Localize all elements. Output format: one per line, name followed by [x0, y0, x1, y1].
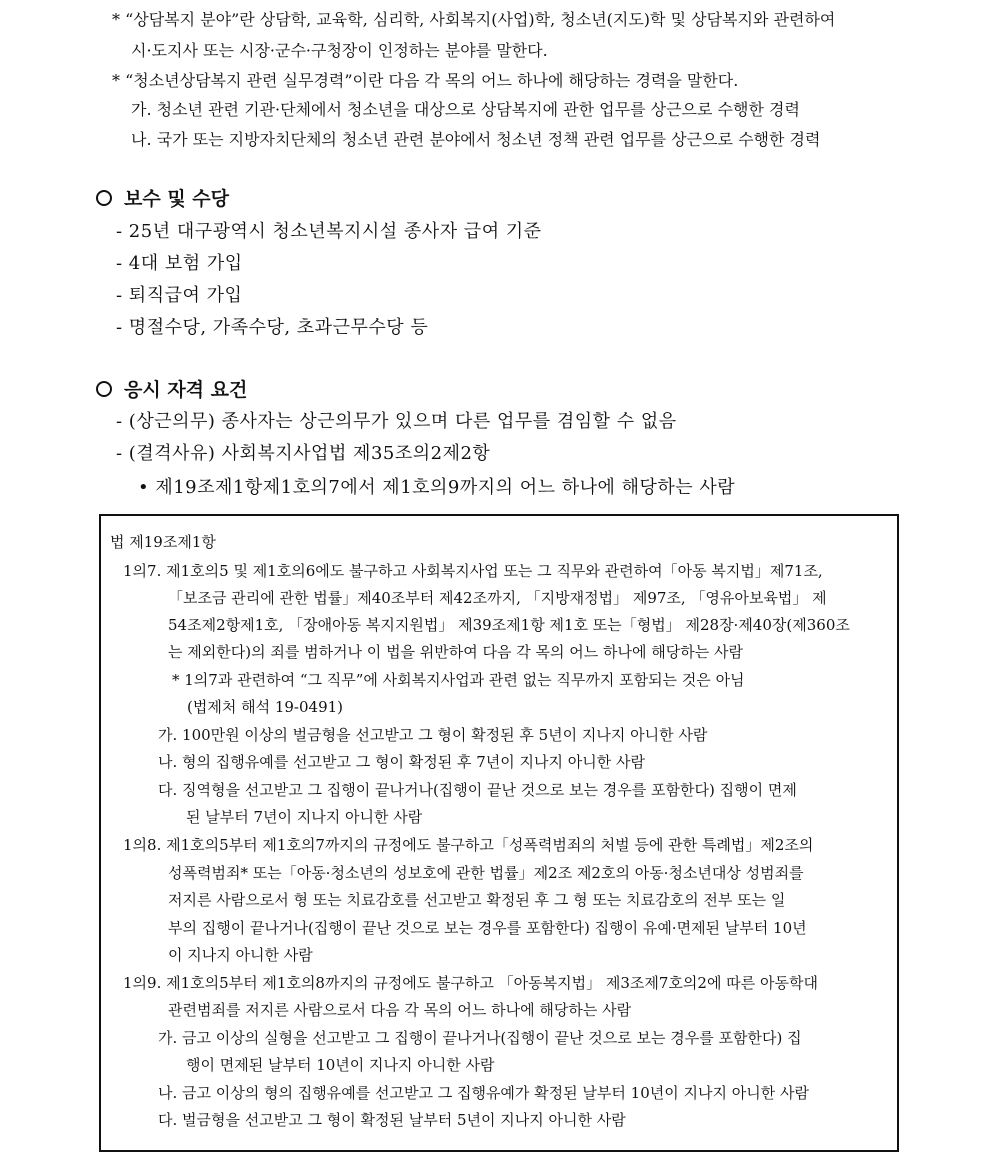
law-line: 1의7. 제1호의5 및 제1호의6에도 불구하고 사회복지사업 또는 그 직무와 관련하여「아동 복지법」제71조,: [123, 562, 823, 580]
pay-item: - 4대 보험 가입: [116, 253, 243, 274]
law-line: 1의8. 제1호의5부터 제1호의7까지의 규정에도 불구하고「성폭력범죄의 처벌 등에 관한 특례법」제2조의: [123, 836, 814, 854]
law-line: 가. 금고 이상의 실형을 선고받고 그 집행이 끝나거나(집행이 끝난 것으로 보는 경우를 포함한다) 집: [158, 1029, 802, 1047]
circle-bullet-icon: [96, 381, 112, 397]
law-line: 다. 벌금형을 선고받고 그 형이 확정된 날부터 5년이 지나지 아니한 사람: [158, 1111, 626, 1129]
law-line: 행이 면제된 날부터 10년이 지나지 아니한 사람: [186, 1056, 495, 1074]
law-line: 54조제2항제1호, 「장애아동 복지지원법」 제39조제1항 제1호 또는「형법」 제28장·제40장(제360조: [168, 616, 850, 634]
note-counseling-field-line1: * “상담복지 분야”란 상담학, 교육학, 심리학, 사회복지(사업)학, 청소년(지도)학 및 상담복지와 관련하여: [112, 10, 836, 29]
law-line: 나. 금고 이상의 형의 집행유예를 선고받고 그 집행유예가 확정된 날부터 10년이 지나지 아니한 사람: [158, 1084, 809, 1102]
law-line: 가. 100만원 이상의 벌금형을 선고받고 그 형이 확정된 후 5년이 지나지 아니한 사람: [158, 726, 708, 744]
note-experience-item-ga: 가. 청소년 관련 기관·단체에서 청소년을 대상으로 상담복지에 관한 업무를 상근으로 수행한 경력: [131, 100, 800, 119]
pay-item: - 25년 대구광역시 청소년복지시설 종사자 급여 기준: [116, 221, 542, 242]
note-counseling-field-line2: 시·도지사 또는 시장·군수·구청장이 인정하는 분야를 말한다.: [131, 41, 548, 60]
law-line: 성폭력범죄* 또는「아동·청소년의 성보호에 관한 법률」제2조 제2호의 아동·청소년대상 성범죄를: [168, 864, 804, 882]
law-line: 저지른 사람으로서 형 또는 치료감호를 선고받고 확정된 후 그 형 또는 치료감호의 전부 또는 일: [168, 891, 786, 909]
section-pay-heading: [96, 190, 229, 209]
law-box-title: 법 제19조제1항: [110, 533, 216, 551]
qual-item: - (상근의무) 종사자는 상근의무가 있으며 다른 업무를 겸임할 수 없음: [116, 411, 677, 432]
section-qual-title: 응시 자격 요건: [124, 379, 248, 401]
note-experience-item-na: 나. 국가 또는 지방자치단체의 청소년 관련 분야에서 청소년 정책 관련 업무를 상근으로 수행한 경력: [131, 130, 821, 149]
section-qual-heading: [96, 381, 247, 400]
qual-bullet-item: • 제19조제1항제1호의7에서 제1호의9까지의 어느 하나에 해당하는 사람: [138, 477, 736, 498]
law-line: (법제처 해석 19-0491): [187, 698, 344, 716]
law-line: 이 지나지 아니한 사람: [168, 946, 313, 964]
law-line: 1의9. 제1호의5부터 제1호의8까지의 규정에도 불구하고 「아동복지법」 제3조제7호의2에 따른 아동학대: [123, 974, 818, 992]
circle-bullet-icon: [96, 190, 112, 206]
pay-item: - 퇴직급여 가입: [116, 285, 243, 306]
law-line: 부의 집행이 끝나거나(집행이 끝난 것으로 보는 경우를 포함한다) 집행이 유예·면제된 날부터 10년: [168, 919, 807, 937]
law-line: 된 날부터 7년이 지나지 아니한 사람: [186, 808, 423, 826]
law-line: * 1의7과 관련하여 “그 직무”에 사회복지사업과 관련 없는 직무까지 포함되는 것은 아님: [172, 671, 745, 689]
note-experience-definition: * “청소년상담복지 관련 실무경력”이란 다음 각 목의 어느 하나에 해당하는 경력을 말한다.: [112, 71, 739, 90]
law-line: 나. 형의 집행유예를 선고받고 그 형이 확정된 후 7년이 지나지 아니한 사람: [158, 753, 645, 771]
law-line: 「보조금 관리에 관한 법률」제40조부터 제42조까지, 「지방재정법」 제97조, 「영유아보육법」 제: [168, 589, 827, 607]
law-line: 다. 징역형을 선고받고 그 집행이 끝나거나(집행이 끝난 것으로 보는 경우를 포함한다) 집행이 면제: [158, 781, 797, 799]
section-pay-title: 보수 및 수당: [124, 188, 229, 210]
qual-item: - (결격사유) 사회복지사업법 제35조의2제2항: [116, 443, 491, 464]
law-line: 관련범죄를 저지른 사람으로서 다음 각 목의 어느 하나에 해당하는 사람: [168, 1001, 632, 1019]
law-line: 는 제외한다)의 죄를 범하거나 이 법을 위반하여 다음 각 목의 어느 하나에 해당하는 사람: [168, 643, 743, 661]
pay-item: - 명절수당, 가족수당, 초과근무수당 등: [116, 317, 429, 338]
